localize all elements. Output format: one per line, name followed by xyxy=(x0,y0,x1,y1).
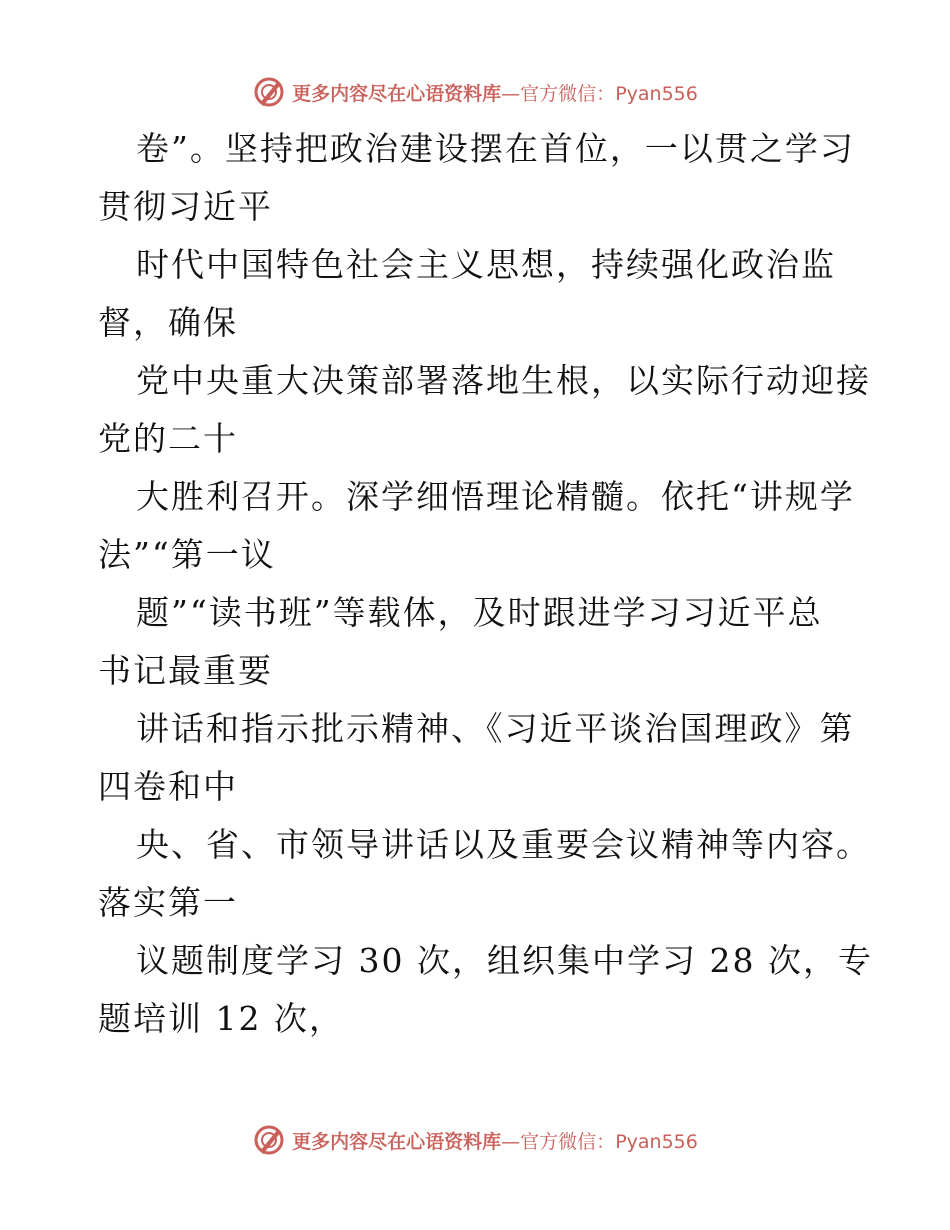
text-line: 卷”。坚持把政治建设摆在首位，一以贯之学习 xyxy=(136,129,855,168)
text-line: 督，确保 xyxy=(98,303,238,342)
pen-logo-icon xyxy=(252,75,286,109)
text-line: 贯彻习近平 xyxy=(98,187,273,226)
text-line: 央、省、市领导讲话以及重要会议精神等内容。 xyxy=(136,825,871,864)
text-line: 题培训 12 次， xyxy=(98,999,344,1038)
header-watermark xyxy=(0,72,950,112)
text-line: 书记最重要 xyxy=(98,651,273,690)
text-line: 时代中国特色社会主义思想，持续强化政治监 xyxy=(136,245,836,284)
text-line: 议题制度学习 30 次，组织集中学习 28 次，专 xyxy=(136,941,873,980)
text-line: 四卷和中 xyxy=(98,767,238,806)
footer-watermark xyxy=(0,1120,950,1160)
text-line: 题”“读书班”等载体，及时跟进学习习近平总 xyxy=(136,593,823,632)
watermark-text: 更多内容尽在心语资料库—官方微信：Pyan556 xyxy=(292,82,698,105)
text-line: 讲话和指示批示精神、《习近平谈治国理政》第 xyxy=(136,709,855,748)
watermark-text: 更多内容尽在心语资料库—官方微信：Pyan556 xyxy=(292,1130,698,1153)
document-body xyxy=(98,120,873,1048)
text-line: 党的二十 xyxy=(98,419,238,458)
text-line: 落实第一 xyxy=(98,883,238,922)
text-line: 大胜利召开。深学细悟理论精髓。依托“讲规学 xyxy=(136,477,855,516)
pen-logo-icon xyxy=(252,1123,286,1157)
text-line: 党中央重大决策部署落地生根，以实际行动迎接 xyxy=(136,361,871,400)
text-line: 法”“第一议 xyxy=(98,535,276,574)
